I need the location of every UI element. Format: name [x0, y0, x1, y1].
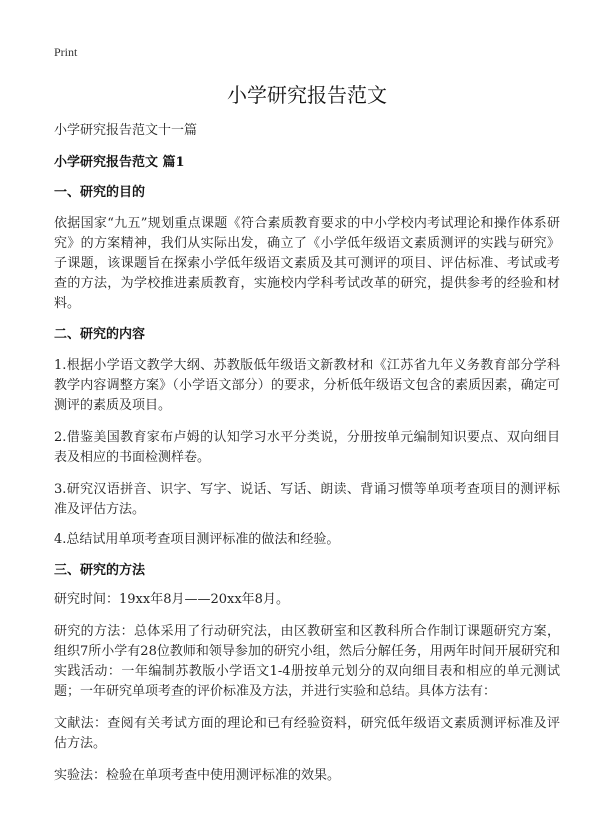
paragraph: 研究的方法：总体采用了行动研究法，由区教研室和区教科所合作制订课题研究方案，组织7所小学有28位教师和领导参加的研究小组，然后分解任务，用两年时间开展研究和实践活动：一年编制苏教版小学语文1-4册按单元划分的双向细目表和相应的单元测试题；一年研究单项考查的评价标准及方法，并进行实验和总结。具体方法有：: [54, 624, 560, 699]
paragraph: 实验法：检验在单项考查中使用测评标准的效果。: [54, 768, 341, 783]
print-link[interactable]: Print: [54, 45, 78, 59]
document-subtitle: 小学研究报告范文十一篇: [54, 123, 198, 138]
page-title: 小学研究报告范文: [227, 83, 387, 107]
paragraph: 1.根据小学语文教学大纲、苏教版低年级语文新教材和《江苏省九年义务教育部分学科教学内容调整方案》（小学语文部分）的要求，分析低年级语文包含的素质因素，确定可测评的素质及项目。: [54, 358, 560, 413]
paragraph: 3.研究汉语拼音、识字、写字、说话、写话、朗读、背诵习惯等单项考查项目的测评标准及评估方法。: [54, 482, 560, 517]
section-heading-method: 三、研究的方法: [54, 563, 146, 578]
section-heading-content: 二、研究的内容: [54, 327, 146, 342]
part-title: 小学研究报告范文 篇1: [54, 155, 185, 170]
paragraph: 2.借鉴美国教育家布卢姆的认知学习水平分类说，分册按单元编制知识要点、双向细目表及相应的书面检测样卷。: [54, 430, 560, 465]
paragraph: 研究时间：19xx年8月——20xx年8月。: [54, 592, 289, 607]
section-heading-purpose: 一、研究的目的: [54, 185, 146, 200]
paragraph: 4.总结试用单项考查项目测评标准的做法和经验。: [54, 532, 340, 547]
paragraph: 文献法：查阅有关考试方面的理论和已有经验资料，研究低年级语文素质测评标准及评估方法。: [54, 716, 560, 751]
paragraph: 依据国家“九五”规划重点课题《符合素质教育要求的中小学校内考试理论和操作体系研究》的方案精神，我们从实际出发，确立了《小学低年级语文素质测评的实践与研究》子课题，该课题旨在探索小学低年级语文素质及其可测评的项目、评估标准、考试或考查的方法，为学校推进素质教育，实施校内学科考试改革的研究，提供参考的经验和材料。: [54, 216, 560, 311]
